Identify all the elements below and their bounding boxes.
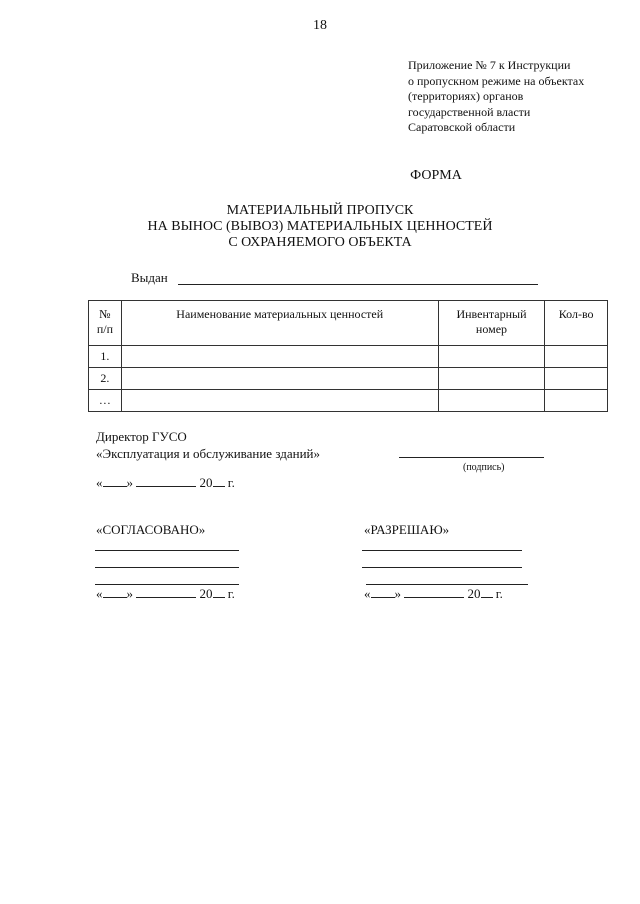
issued-to-field[interactable] [178,284,538,285]
signature-caption: (подпись) [463,462,505,473]
header-inv-line1: Инвентарный [456,307,527,321]
date-year-blank[interactable] [213,586,225,598]
date-month-blank[interactable] [136,475,196,487]
director-signature-line[interactable] [399,457,544,458]
date-month-blank[interactable] [404,586,464,598]
issued-label: Выдан [131,270,168,285]
cell-name[interactable] [121,346,438,368]
title-line: С ОХРАНЯЕМОГО ОБЪЕКТА [228,235,412,250]
date-open-quote: « [364,586,371,601]
table-row [89,368,608,390]
director-block [96,428,320,462]
header-name: Наименование материальных ценностей [121,301,438,346]
cell-inventory[interactable] [438,346,545,368]
cell-inventory[interactable] [438,390,545,412]
appendix-note [408,58,623,136]
table-row [89,346,608,368]
cell-quantity[interactable] [545,368,608,390]
director-title: Директор ГУСО [96,429,187,444]
date-close-quote: » [126,475,133,490]
title-line: НА ВЫНОС (ВЫВОЗ) МАТЕРИАЛЬНЫХ ЦЕННОСТЕЙ [147,219,493,234]
authorize-date [364,586,503,602]
appendix-line: (территориях) органов [408,89,524,103]
cell-name[interactable] [121,390,438,412]
cell-name[interactable] [121,368,438,390]
date-year-blank[interactable] [213,475,225,487]
date-month-blank[interactable] [136,586,196,598]
date-open-quote: « [96,586,103,601]
header-inventory [438,301,545,346]
date-open-quote: « [96,475,103,490]
authorize-heading: «РАЗРЕШАЮ» [364,522,450,537]
table-row [89,390,608,412]
authorize-line[interactable] [366,584,528,585]
header-num-line2: п/п [96,322,113,336]
table-header-row [89,301,608,346]
header-num-line1: № [99,307,111,321]
approved-heading: «СОГЛАСОВАНО» [96,522,206,537]
date-close-quote: » [126,586,133,601]
director-date [96,475,235,491]
appendix-line: государственной власти [408,104,531,119]
form-label [0,168,640,184]
date-day-blank[interactable] [103,475,127,487]
date-year-blank[interactable] [481,586,493,598]
date-year-suffix: г. [227,475,235,490]
approved-line[interactable] [95,584,239,585]
title-line: МАТЕРИАЛЬНЫЙ ПРОПУСК [226,203,414,218]
row-number: … [89,390,122,412]
date-day-blank[interactable] [371,586,395,598]
director-organization: «Эксплуатация и обслуживание зданий» [96,446,320,461]
approved-date [96,586,235,602]
authorize-line[interactable] [362,567,522,568]
appendix-line: Саратовской области [408,120,516,134]
date-close-quote: » [394,586,401,601]
approved-line[interactable] [95,550,239,551]
cell-quantity[interactable] [545,390,608,412]
date-year-suffix: г. [495,586,503,601]
header-inv-line2: номер [475,322,508,336]
header-num [89,301,122,346]
row-number: 2. [89,368,122,390]
items-table [88,300,608,412]
form-label-text: ФОРМА [410,168,462,183]
appendix-line: Приложение № 7 к Инструкции [408,58,571,72]
appendix-line: о пропускном режиме на объектах [408,73,585,88]
document-title [0,203,640,251]
date-year-prefix: 20 [199,586,213,601]
header-quantity: Кол-во [545,301,608,346]
date-year-suffix: г. [227,586,235,601]
date-year-prefix: 20 [199,475,213,490]
row-number: 1. [89,346,122,368]
approved-line[interactable] [95,567,239,568]
page-number: 18 [313,18,327,33]
cell-quantity[interactable] [545,346,608,368]
authorize-line[interactable] [362,550,522,551]
date-year-prefix: 20 [467,586,481,601]
date-day-blank[interactable] [103,586,127,598]
cell-inventory[interactable] [438,368,545,390]
